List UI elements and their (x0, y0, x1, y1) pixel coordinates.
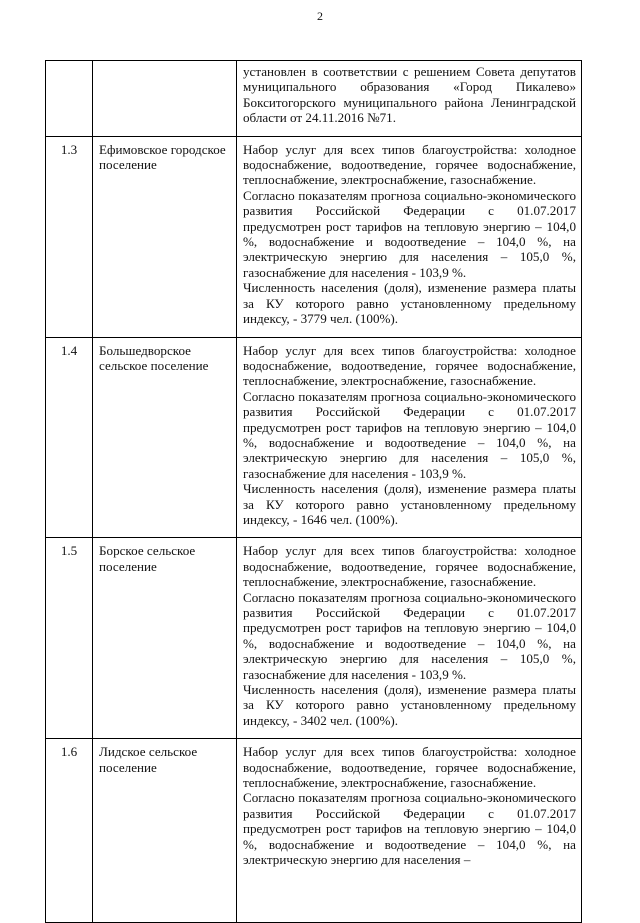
tariff-table (45, 60, 582, 923)
forecast-text: Согласно показателям прогноза социально-экономического развития Российской Федерации с 01.07.2017 предусмотрен рост тарифов на тепловую энергию – 104,0 %, водоснабжение и водоотведение – 104,0 %, на электрическую энергию для населения – (243, 790, 576, 868)
cell-number-empty (46, 61, 93, 137)
settlement-name: Лидское сельское поселение (93, 739, 237, 923)
page-number: 2 (317, 9, 323, 23)
services-text: Набор услуг для всех типов благоустройства: холодное водоснабжение, водоотведение, горячее водоснабжение, теплоснабжение, электроснабжение, газоснабжение. (243, 342, 576, 389)
row-number: 1.5 (46, 538, 93, 739)
forecast-text: Согласно показателям прогноза социально-экономического развития Российской Федерации с 01.07.2017 предусмотрен рост тарифов на тепловую энергию – 104,0 %, водоснабжение и водоотведение – 104,0 %, на электрическую энергию для населения – 105,0 %, газоснабжение для населения - 103,9 %. (243, 388, 576, 481)
settlement-name: Ефимовское городское поселение (93, 136, 237, 337)
services-text: Набор услуг для всех типов благоустройства: холодное водоснабжение, водоотведение, горячее водоснабжение, теплоснабжение, электроснабжение, газоснабжение. (243, 744, 576, 791)
services-text: Набор услуг для всех типов благоустройства: холодное водоснабжение, водоотведение, горячее водоснабжение, теплоснабжение, электроснабжение, газоснабжение. (243, 141, 576, 188)
cell-description (237, 136, 582, 337)
settlement-name: Большедворское сельское поселение (93, 337, 237, 538)
settlement-name: Борское сельское поселение (93, 538, 237, 739)
population-text: Численность населения (доля), изменение размера платы за КУ которого равно установленному предельному индексу, - 1646 чел. (100%). (243, 481, 576, 527)
population-text: Численность населения (доля), изменение размера платы за КУ которого равно установленному предельному индексу, - 3779 чел. (100%). (243, 280, 576, 327)
row-number: 1.4 (46, 337, 93, 538)
cell-description (237, 61, 582, 137)
table-row (46, 136, 582, 337)
continuation-text: установлен в соответствии с решением Совета депутатов муниципального образования «Город Пикалево» Бокситогорского муниципального района Ленинградской области от 24.11.2016 №71. (243, 64, 576, 126)
table-row (46, 739, 582, 923)
cell-description (237, 538, 582, 739)
table-row-continuation (46, 61, 582, 137)
services-text: Набор услуг для всех типов благоустройства: холодное водоснабжение, водоотведение, горячее водоснабжение, теплоснабжение, электроснабжение, газоснабжение. (243, 543, 576, 590)
table-row (46, 538, 582, 739)
forecast-text: Согласно показателям прогноза социально-экономического развития Российской Федерации с 01.07.2017 предусмотрен рост тарифов на тепловую энергию – 104,0 %, водоснабжение и водоотведение – 104,0 %, на электрическую энергию для населения – 105,0 %, газоснабжение для населения - 103,9 %. (243, 187, 576, 280)
forecast-text: Согласно показателям прогноза социально-экономического развития Российской Федерации с 01.07.2017 предусмотрен рост тарифов на тепловую энергию – 104,0 %, водоснабжение и водоотведение – 104,0 %, на электрическую энергию для населения – 105,0 %, газоснабжение для населения - 103,9 %. (243, 589, 576, 682)
cell-description (237, 337, 582, 538)
row-number: 1.6 (46, 739, 93, 923)
row-number: 1.3 (46, 136, 93, 337)
description-clip (243, 744, 576, 920)
cell-description (237, 739, 582, 923)
table-row (46, 337, 582, 538)
population-text: Численность населения (доля), изменение размера платы за КУ которого равно установленному предельному индексу, - 3402 чел. (100%). (243, 682, 576, 728)
cell-name-empty (93, 61, 237, 137)
